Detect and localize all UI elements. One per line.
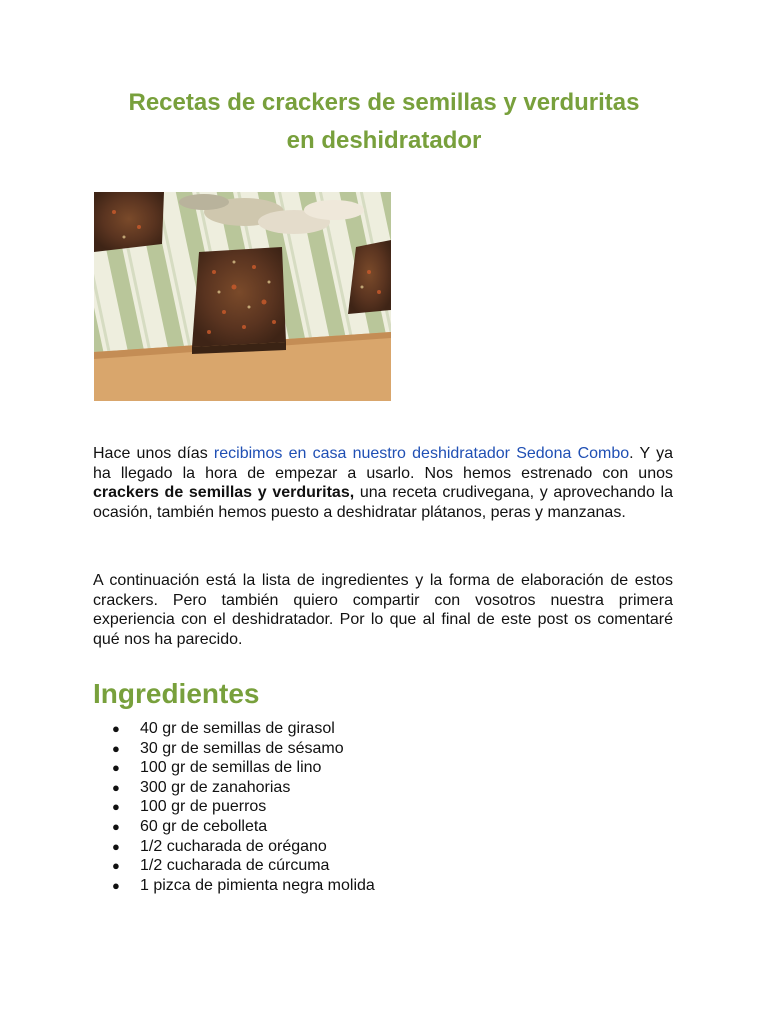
- bullet-icon: ●: [112, 838, 120, 854]
- dehydrator-link[interactable]: recibimos en casa nuestro deshidratador Sedona Combo: [213, 445, 630, 462]
- bullet-icon: ●: [112, 779, 120, 795]
- intro-text-2: . Y ya ha llegado la hora de empezar a usarlo. Nos hemos estrenado con unos: [93, 445, 674, 482]
- page-title-line2: en deshidratador: [286, 127, 482, 154]
- intro-bold: crackers de semillas y verduritas,: [93, 484, 355, 502]
- list-item: [112, 778, 375, 798]
- list-item: [112, 876, 375, 896]
- bullet-icon: ●: [112, 721, 120, 736]
- list-item-label: 1 pizca de pimienta negra molida: [140, 876, 375, 894]
- bullet-icon: ●: [112, 858, 120, 874]
- page-title: [60, 84, 708, 160]
- list-item: [112, 797, 375, 817]
- second-paragraph: A continuación está la lista de ingredientes y la forma de elaboración de estos crackers. Pero también quiero compartir con vosotros nuestra primera experiencia con el deshidratador. Por lo que al final de este post os comentaré qué nos ha parecido.: [93, 572, 673, 648]
- list-item: [112, 739, 375, 759]
- intro-text-1: Hace unos días: [93, 445, 214, 462]
- intro-paragraph: [93, 444, 673, 522]
- list-item-label: 100 gr de semillas de lino: [140, 759, 322, 777]
- list-item-label: 1/2 cucharada de orégano: [140, 837, 327, 855]
- list-item-label: 100 gr de puerros: [140, 798, 267, 816]
- bullet-icon: ●: [112, 740, 120, 756]
- ingredients-list: [112, 719, 375, 895]
- list-item: [112, 719, 375, 739]
- crackers-photo: [94, 192, 391, 401]
- list-item-label: 40 gr de semillas de girasol: [140, 720, 335, 737]
- list-item: [112, 758, 375, 778]
- bullet-icon: ●: [112, 877, 120, 893]
- page-title-line1: Recetas de crackers de semillas y verduritas: [128, 89, 640, 116]
- bullet-icon: ●: [112, 760, 120, 776]
- list-item: [112, 817, 375, 837]
- list-item-label: 60 gr de cebolleta: [140, 817, 268, 835]
- bullet-icon: ●: [112, 818, 120, 834]
- intro-text-3: una receta crudivegana, y aprovechando la ocasión, también hemos puesto a deshidratar plátanos, peras y manzanas.: [93, 484, 673, 521]
- list-item-label: 1/2 cucharada de cúrcuma: [140, 857, 330, 875]
- bullet-icon: ●: [112, 799, 120, 815]
- list-item-label: 30 gr de semillas de sésamo: [140, 739, 344, 757]
- ingredients-heading: Ingredientes: [93, 678, 260, 709]
- list-item: [112, 856, 375, 876]
- list-item: [112, 837, 375, 857]
- list-item-label: 300 gr de zanahorias: [140, 778, 291, 796]
